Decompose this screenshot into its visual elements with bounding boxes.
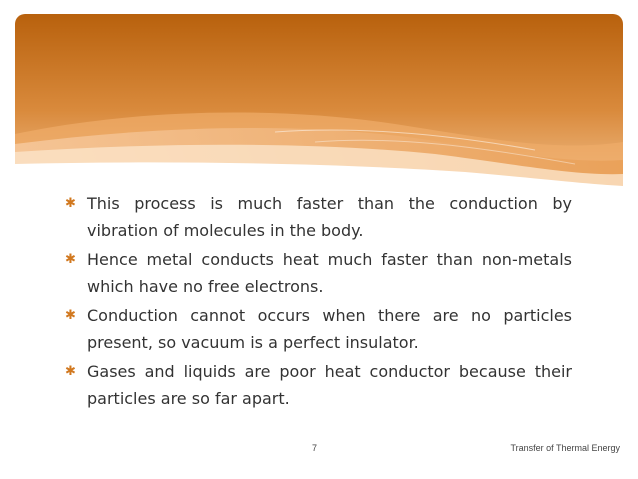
bullet-item bbox=[65, 302, 572, 356]
asterisk-bullet-icon: ✱ bbox=[65, 196, 76, 211]
bullet-text: Conduction cannot occurs when there are no particles present, so vacuum is a perfect insulator. bbox=[87, 306, 572, 352]
asterisk-bullet-icon: ✱ bbox=[65, 364, 76, 379]
bullet-text: This process is much faster than the conduction by vibration of molecules in the body. bbox=[87, 194, 572, 240]
page-number: 7 bbox=[312, 443, 318, 453]
asterisk-bullet-icon: ✱ bbox=[65, 308, 76, 323]
asterisk-bullet-icon: ✱ bbox=[65, 252, 76, 267]
footer-title: Transfer of Thermal Energy bbox=[510, 443, 620, 453]
bullet-list bbox=[65, 190, 572, 414]
bullet-item bbox=[65, 358, 572, 412]
bullet-text: Gases and liquids are poor heat conductor because their particles are so far apart. bbox=[87, 362, 572, 408]
bullet-item bbox=[65, 190, 572, 244]
header-wave-graphic bbox=[15, 14, 623, 189]
bullet-text: Hence metal conducts heat much faster than non-metals which have no free electrons. bbox=[87, 250, 572, 296]
bullet-item bbox=[65, 246, 572, 300]
header-banner bbox=[15, 14, 623, 189]
